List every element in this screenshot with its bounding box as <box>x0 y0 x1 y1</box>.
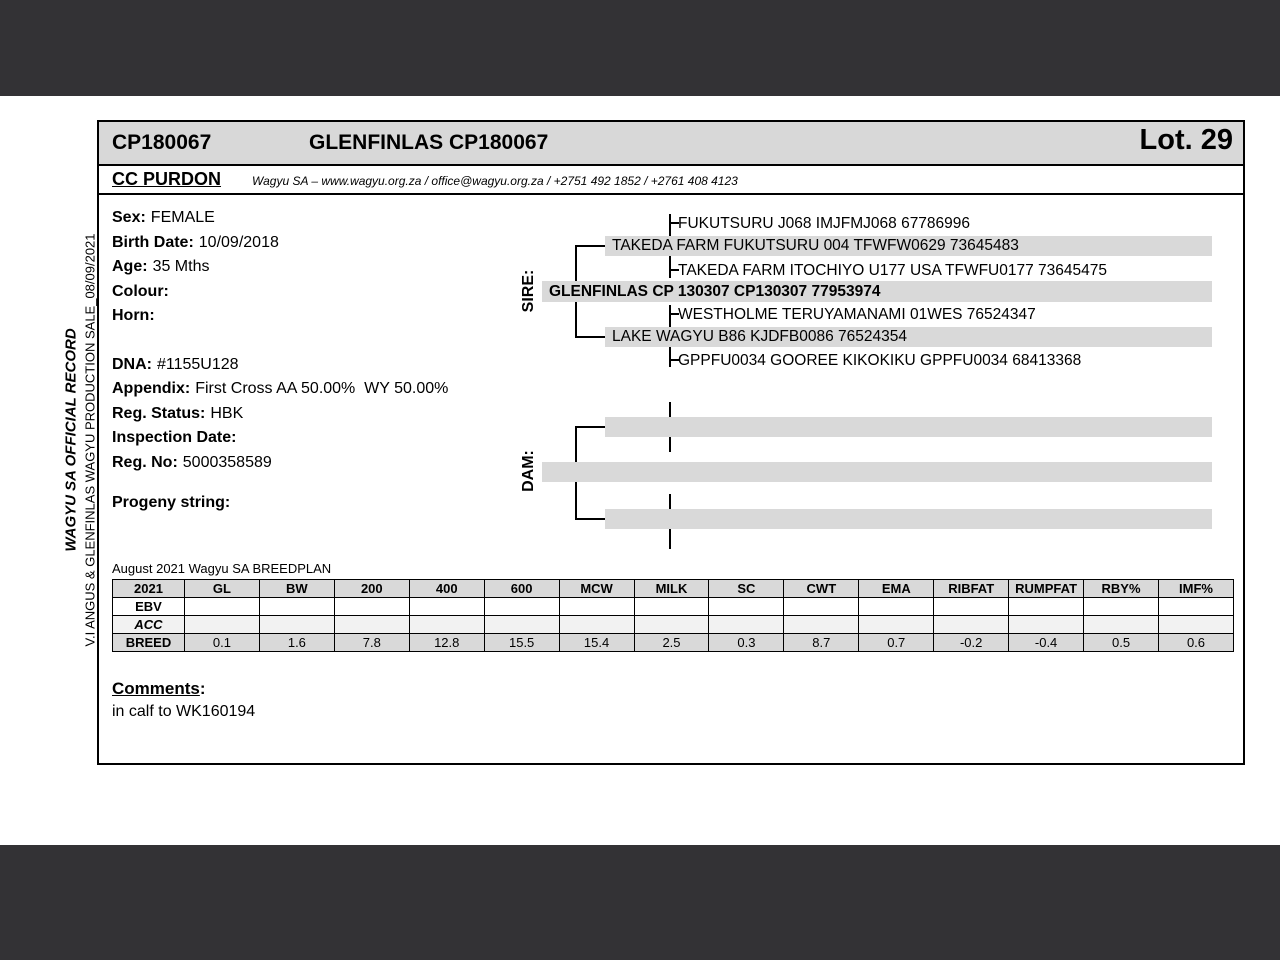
bp-cell <box>784 598 859 616</box>
bp-cell <box>409 598 484 616</box>
breedplan-ebv-row <box>113 598 1234 616</box>
bp-cell: 1.6 <box>259 634 334 652</box>
detail-value: FEMALE <box>150 209 215 226</box>
detail-label: Reg. Status: <box>112 404 206 422</box>
detail-value: 10/09/2018 <box>198 233 279 251</box>
bp-cell <box>1009 598 1084 616</box>
animal-details <box>112 206 542 516</box>
lot-number: Lot. 29 <box>1139 124 1233 156</box>
comments-label-colon: : <box>199 679 206 698</box>
bp-cell <box>334 598 409 616</box>
detail-label: Inspection Date: <box>112 429 237 446</box>
bp-cell <box>409 616 484 634</box>
page-subheader <box>99 166 1243 195</box>
top-letterbox <box>0 0 1280 96</box>
pedigree-dam-dam <box>605 509 1212 529</box>
comments-label-text: Comments <box>112 679 200 698</box>
bp-cell: 0.5 <box>1084 634 1159 652</box>
bp-row-label: EBV <box>113 598 185 616</box>
pedigree-sire-dam: LAKE WAGYU B86 KJDFB0086 76524354 <box>605 327 1212 347</box>
pedigree-connector-line <box>575 245 605 247</box>
bp-cell <box>934 616 1009 634</box>
bp-cell <box>634 598 709 616</box>
detail-label: Birth Date: <box>112 233 194 251</box>
bp-cell: 0.3 <box>709 634 784 652</box>
bp-cell <box>484 598 559 616</box>
detail-label: Horn: <box>112 307 155 324</box>
sidebar-official-record-text: WAGYU SA OFFICIAL RECORD <box>62 328 80 552</box>
bp-cell <box>1158 598 1233 616</box>
detail-birth-date <box>112 231 542 256</box>
detail-label: Sex: <box>112 209 146 226</box>
detail-value: #1155U128 <box>157 355 239 373</box>
bp-cell: 0.7 <box>859 634 934 652</box>
detail-inspection-date <box>112 426 542 451</box>
bp-cell: 15.5 <box>484 634 559 652</box>
bp-col-header: EMA <box>859 580 934 598</box>
bp-cell <box>559 598 634 616</box>
pedigree-sire-sire-dam: TAKEDA FARM ITOCHIYO U177 USA TFWFU0177 73645475 <box>678 262 1108 279</box>
detail-sex <box>112 206 542 231</box>
bp-cell: 0.1 <box>185 634 260 652</box>
pedigree-sire-sire: TAKEDA FARM FUKUTSURU 004 TFWFW0629 73645483 <box>605 236 1212 256</box>
bp-cell <box>259 616 334 634</box>
comments-text: in calf to WK160194 <box>112 703 256 720</box>
bp-cell: 15.4 <box>559 634 634 652</box>
bp-cell <box>259 598 334 616</box>
bp-cell: 12.8 <box>409 634 484 652</box>
bp-cell <box>709 616 784 634</box>
bp-col-header: GL <box>185 580 260 598</box>
detail-value: First Cross AA 50.00% WY 50.00% <box>195 380 449 397</box>
detail-progeny-string <box>112 491 542 516</box>
detail-value: 5000358589 <box>182 453 272 471</box>
bp-cell <box>334 616 409 634</box>
comments-section <box>112 679 255 721</box>
bp-cell: 2.5 <box>634 634 709 652</box>
pedigree-dam <box>542 462 1212 482</box>
bp-cell <box>185 598 260 616</box>
bp-col-header: RIBFAT <box>934 580 1009 598</box>
bp-col-header: 200 <box>334 580 409 598</box>
bp-cell: 8.7 <box>784 634 859 652</box>
animal-name: GLENFINLAS CP180067 <box>309 131 549 154</box>
bp-cell <box>559 616 634 634</box>
detail-label: Appendix: <box>112 380 191 397</box>
detail-dna <box>112 353 542 378</box>
org-contact-info: Wagyu SA – www.wagyu.org.za / office@wagyu.org.za / +2751 492 1852 / +2761 408 4123 <box>252 174 738 188</box>
bp-cell <box>859 616 934 634</box>
bottom-letterbox <box>0 845 1280 960</box>
bp-cell <box>709 598 784 616</box>
bp-cell: -0.4 <box>1009 634 1084 652</box>
pedigree-sire-dam-dam: GPPFU0034 GOOREE KIKOKIKU GPPFU0034 68413368 <box>678 352 1082 369</box>
bp-col-header: MILK <box>634 580 709 598</box>
bp-col-header: CWT <box>784 580 859 598</box>
comments-label <box>112 679 255 699</box>
bp-cell <box>634 616 709 634</box>
bp-col-header: BW <box>259 580 334 598</box>
bp-col-header: MCW <box>559 580 634 598</box>
detail-reg-status <box>112 402 542 427</box>
bp-cell <box>859 598 934 616</box>
detail-value: 35 Mths <box>152 258 210 275</box>
breedplan-table <box>112 579 1234 652</box>
bp-cell <box>1158 616 1233 634</box>
bp-cell: 7.8 <box>334 634 409 652</box>
detail-label: Progeny string: <box>112 494 231 511</box>
document-area <box>0 96 1280 845</box>
bp-col-header: RUMPFAT <box>1009 580 1084 598</box>
detail-label: Reg. No: <box>112 453 178 471</box>
sidebar-sale-title-text: V.I ANGUS & GLENFINLAS WAGYU PRODUCTION SALE_08/09/2021 <box>82 233 98 647</box>
detail-label: Colour: <box>112 282 169 300</box>
detail-label: DNA: <box>112 355 152 373</box>
bp-col-header: SC <box>709 580 784 598</box>
dam-label: DAM: <box>520 450 537 492</box>
catalog-page <box>97 120 1245 765</box>
breeder-name: CC PURDON <box>112 169 222 189</box>
bp-cell <box>484 616 559 634</box>
detail-reg-no <box>112 451 542 476</box>
bp-cell <box>784 616 859 634</box>
detail-label: Age: <box>112 258 148 275</box>
pedigree-sire: GLENFINLAS CP 130307 CP130307 77953974 <box>542 281 1212 302</box>
pedigree-connector-line <box>575 336 605 338</box>
bp-cell <box>934 598 1009 616</box>
animal-id: CP180067 <box>112 131 212 154</box>
breedplan-caption: August 2021 Wagyu SA BREEDPLAN <box>112 561 332 576</box>
detail-age <box>112 255 542 280</box>
bp-row-label: ACC <box>113 616 185 634</box>
bp-col-header: 600 <box>484 580 559 598</box>
pedigree-dam-sire <box>605 417 1212 437</box>
bp-col-header: 400 <box>409 580 484 598</box>
detail-value: HBK <box>210 404 244 422</box>
page-header <box>99 122 1243 166</box>
pedigree-sire-dam-sire: WESTHOLME TERUYAMANAMI 01WES 76524347 <box>678 306 1036 323</box>
bp-cell <box>185 616 260 634</box>
bp-row-label: BREED <box>113 634 185 652</box>
bp-cell: -0.2 <box>934 634 1009 652</box>
detail-horn <box>112 304 542 329</box>
pedigree-connector-line <box>575 426 605 428</box>
pedigree-sire-sire-sire: FUKUTSURU J068 IMJFMJ068 67786996 <box>678 215 971 232</box>
bp-cell: 0.6 <box>1158 634 1233 652</box>
detail-appendix <box>112 377 542 402</box>
pedigree-connector-line <box>575 518 605 520</box>
bp-col-header: 2021 <box>113 580 185 598</box>
detail-colour <box>112 280 542 305</box>
bp-cell <box>1009 616 1084 634</box>
bp-cell <box>1084 616 1159 634</box>
breedplan-acc-row <box>113 616 1234 634</box>
breedplan-breed-row <box>113 634 1234 652</box>
sire-label: SIRE: <box>520 269 537 313</box>
bp-cell <box>1084 598 1159 616</box>
breedplan-header-row <box>113 580 1234 598</box>
bp-col-header: RBY% <box>1084 580 1159 598</box>
bp-col-header: IMF% <box>1158 580 1233 598</box>
